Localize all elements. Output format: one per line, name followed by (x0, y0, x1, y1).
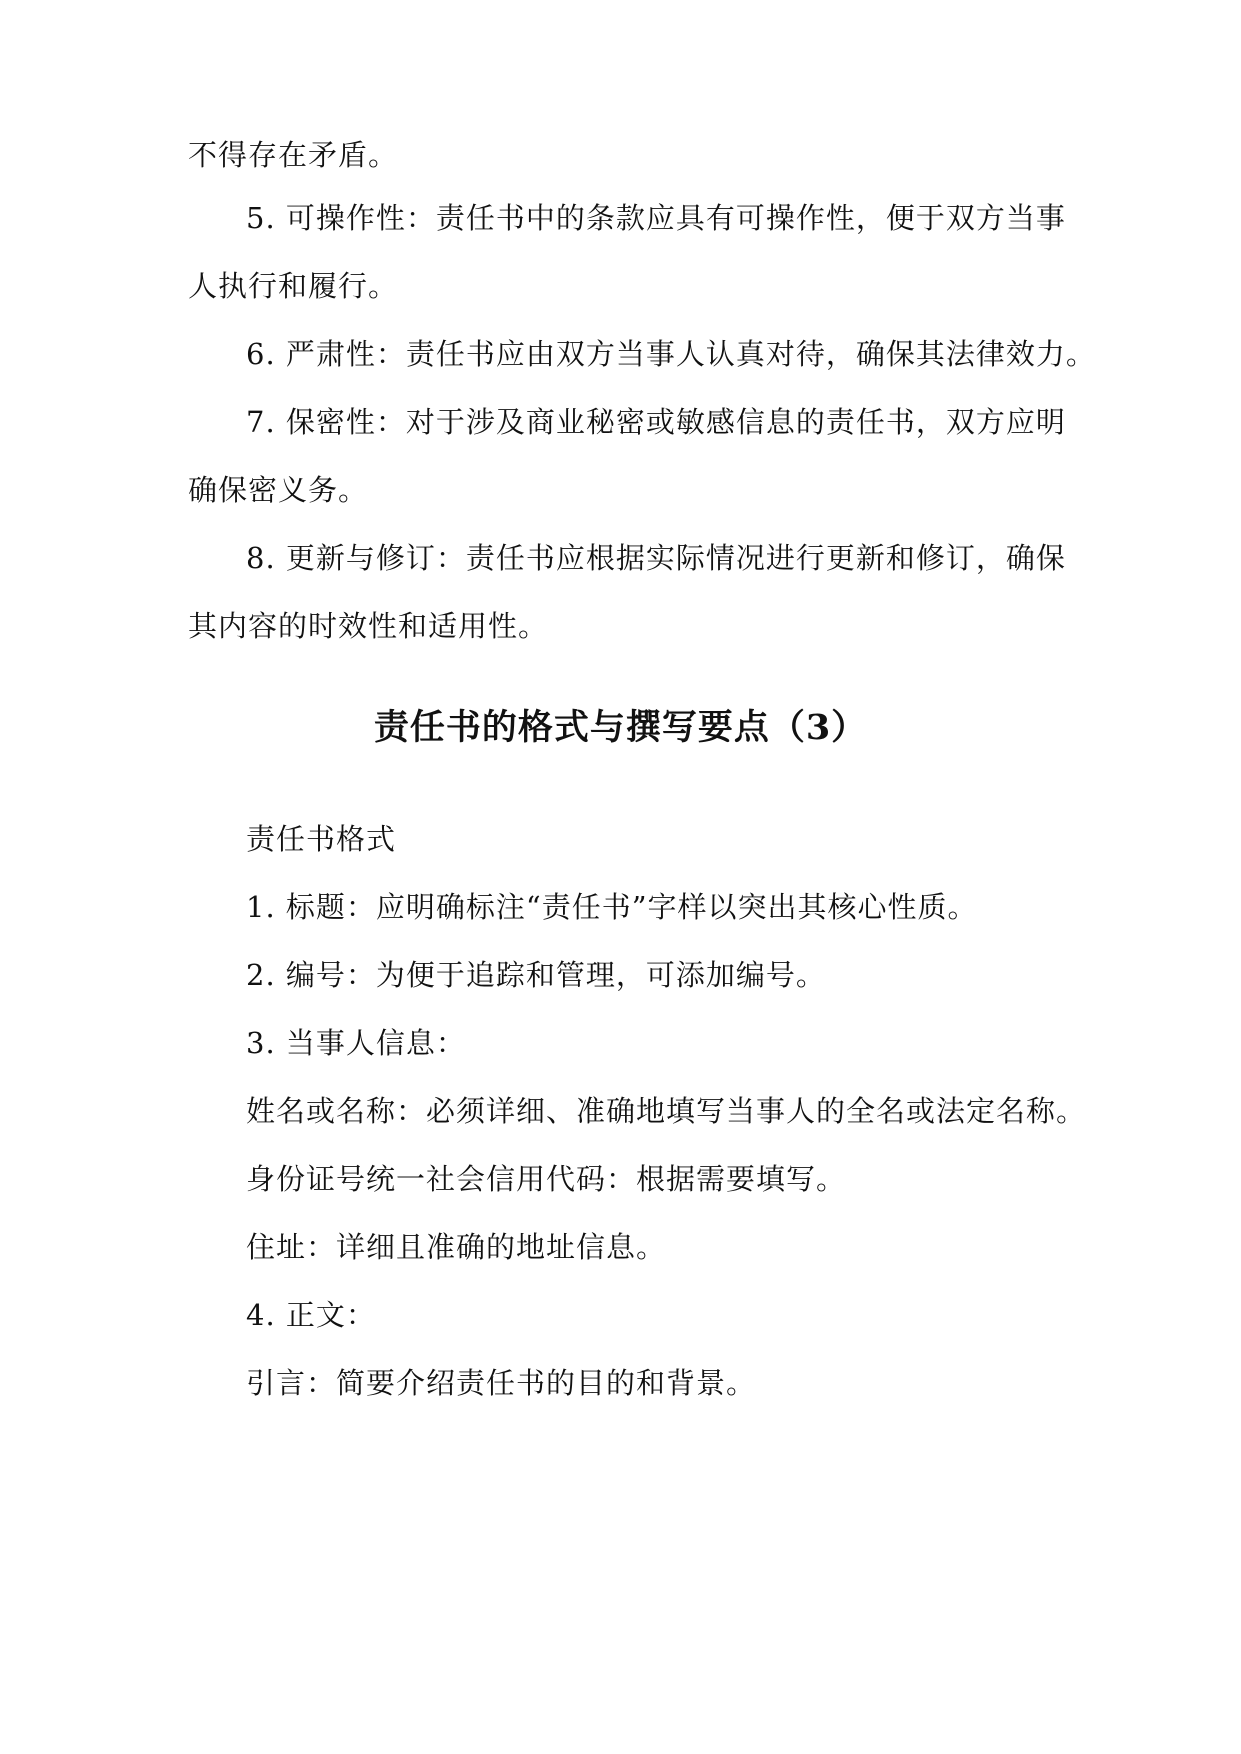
list-item-8-line-2: 其内容的时效性和适用性。 (188, 609, 549, 643)
paragraph-line: 不得存在矛盾。 (188, 138, 399, 172)
list-item-7-line-1: 7. 保密性：对于涉及商业秘密或敏感信息的责任书，双方应明 (246, 405, 1066, 439)
list-item-7-line-2: 确保密义务。 (188, 473, 369, 507)
list-item-5-line-1: 5. 可操作性：责任书中的条款应具有可操作性，便于双方当事 (246, 201, 1066, 235)
list-item-2: 2. 编号：为便于追踪和管理，可添加编号。 (246, 958, 826, 992)
list-item-6: 6. 严肃性：责任书应由双方当事人认真对待，确保其法律效力。 (246, 337, 1096, 371)
list-item-1: 1. 标题：应明确标注“责任书”字样以突出其核心性质。 (246, 890, 978, 924)
party-name-line: 姓名或名称：必须详细、准确地填写当事人的全名或法定名称。 (246, 1094, 1087, 1128)
list-item-3: 3. 当事人信息： (246, 1026, 466, 1060)
address-line: 住址：详细且准确的地址信息。 (246, 1230, 667, 1264)
subsection-label: 责任书格式 (246, 822, 397, 856)
list-item-8-line-1: 8. 更新与修订：责任书应根据实际情况进行更新和修订，确保 (246, 541, 1066, 575)
id-number-line: 身份证号统一社会信用代码：根据需要填写。 (246, 1162, 847, 1196)
section-title: 责任书的格式与撰写要点（3） (373, 707, 868, 748)
list-item-5-line-2: 人执行和履行。 (188, 269, 399, 303)
list-item-4: 4. 正文： (246, 1298, 376, 1332)
introduction-line: 引言：简要介绍责任书的目的和背景。 (246, 1366, 757, 1400)
